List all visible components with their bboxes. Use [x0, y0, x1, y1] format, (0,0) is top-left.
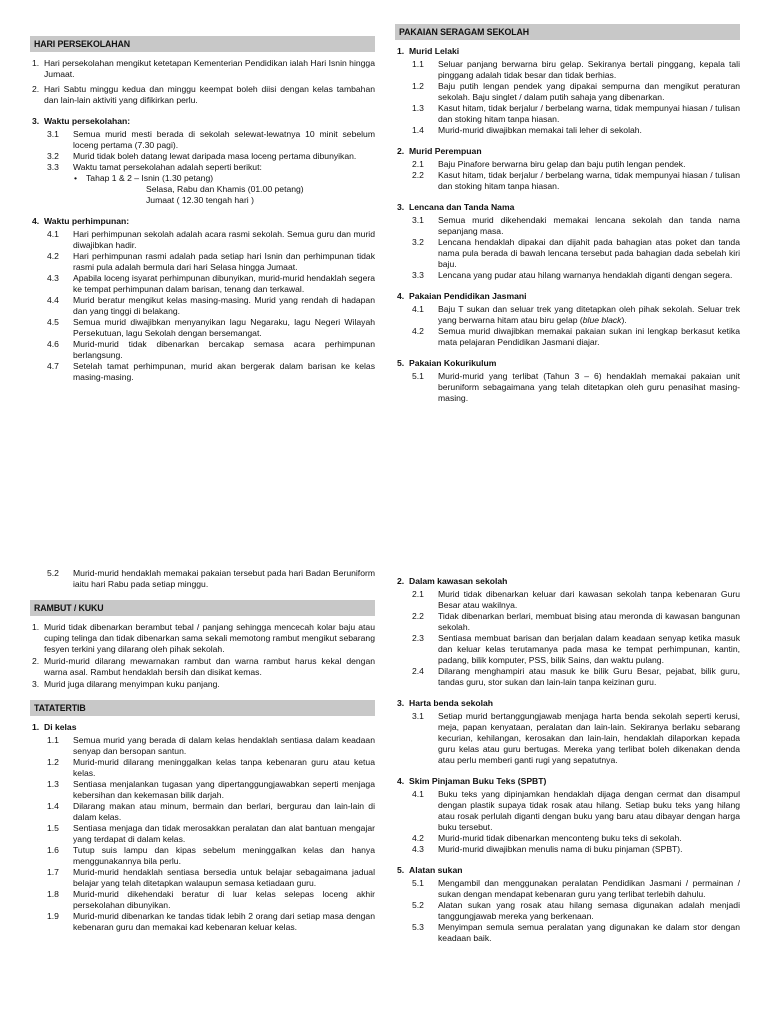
subsection-title: 1. Di kelas [32, 722, 77, 732]
list-item: 4.2 Hari perhimpunan rasmi adalah pada setiap hari Isnin dan perhimpunan tidak rasmi pula adalah bermula dari hari Selasa hingga Jumaat. [47, 251, 375, 272]
subsection-title: 4. Pakaian Pendidikan Jasmani [397, 291, 527, 301]
section-heading: RAMBUT / KUKU [30, 600, 375, 616]
list-item: 2.2 Kasut hitam, tidak berjalur / berbelang warna, tidak mempunyai hiasan / tulisan dan stoking hitam tanpa hiasan. [412, 170, 740, 191]
list-item: 4.4 Murid beratur mengikut kelas masing-masing. Murid yang rendah di hadapan dan yang tinggi di belakang. [47, 295, 375, 316]
list-item: 4.3 Apabila loceng isyarat perhimpunan dibunyikan, murid-murid hendaklah segera ke tempat perhimpunan dalam barisan, tenang dan terkawal. [47, 273, 375, 294]
subsection-title: 3. Lencana dan Tanda Nama [397, 202, 515, 212]
list-item: 4.1 Hari perhimpunan sekolah adalah acara rasmi sekolah. Semua guru dan murid diwajibkan hadir. [47, 229, 375, 250]
list-item: 1.6 Tutup suis lampu dan kipas sebelum meninggalkan kelas dan hanya menggunakannya bila perlu. [47, 845, 375, 866]
list-item: 1.9 Murid-murid dibenarkan ke tandas tidak lebih 2 orang dari setiap masa dengan kebenaran guru dan memakai kad kebenaran keluar kelas. [47, 911, 375, 932]
section-heading: TATATERTIB [30, 700, 375, 716]
list-item: 2.1 Murid tidak dibenarkan keluar dari kawasan sekolah tanpa kebenaran Guru Besar atau wakilnya. [412, 589, 740, 610]
list-item: 4.7 Setelah tamat perhimpunan, murid akan bergerak dalam barisan ke kelas masing-masing. [47, 361, 375, 382]
list-item: 4.1 Buku teks yang dipinjamkan hendaklah dijaga dengan cermat dan disampul dengan plastik supaya tidak rosak atau hilang. Setiap buku teks yang hilang atau rosak perlulah diganti dengan buku yang baru atau dibayar dengan harga buku tersebut. [412, 789, 740, 832]
subsection-title: 4. Skim Pinjaman Buku Teks (SPBT) [397, 776, 547, 786]
list-item: 5.1 Murid-murid yang terlibat (Tahun 3 – 6) hendaklah memakai pakaian unit beruniform sebagaimana yang telah ditetapkan oleh guru penasihat masing-masing. [412, 371, 740, 403]
list-item: 1.5 Sentiasa menjaga dan tidak merosakkan peralatan dan alat bantuan mengajar yang terdapat di dalam kelas. [47, 823, 375, 844]
subsection-title: 5. Alatan sukan [397, 865, 463, 875]
list-item: 3.3 Lencana yang pudar atau hilang warnanya hendaklah diganti dengan segera. [412, 270, 733, 280]
list-item: 3.2 Lencana hendaklah dipakai dan dijahit pada bahagian atas poket dan tanda nama pula berada di bawah lencana tersebut pada bahagian dada sebelah kiri baju. [412, 237, 740, 269]
list-item: 3.2 Murid tidak boleh datang lewat daripada masa loceng pertama dibunyikan. [47, 151, 357, 161]
list-item: 2.1 Baju Pinafore berwarna biru gelap dan baju putih lengan pendek. [412, 159, 686, 169]
subsection-title: 2. Dalam kawasan sekolah [397, 576, 508, 586]
list-item: 1.3 Sentiasa menjalankan tugasan yang dipertanggungjawabkan seperti menjaga kebersihan dan kekemasan bilik darjah. [47, 779, 375, 800]
list-item: 2.4 Dilarang menghampiri atau masuk ke bilik Guru Besar, pejabat, bilik guru, tandas guru, stor sukan dan lain-lain tanpa keizinan guru. [412, 666, 740, 687]
subsection-title: 4. Waktu perhimpunan: [32, 216, 130, 226]
kawasan-sekolah-section [395, 568, 740, 944]
list-item: 4.6 Murid-murid tidak dibenarkan bercakap semasa acara perhimpunan berlangsung. [47, 339, 375, 360]
list-item: 4.3 Murid-murid diwajibkan menulis nama di buku pinjaman (SPBT). [412, 844, 683, 854]
subsection-title: 2. Murid Perempuan [397, 146, 482, 156]
list-item: 1.1 Semua murid yang berada di dalam kelas hendaklah sentiasa dalam keadaan senyap dan bersopan santun. [47, 735, 375, 756]
paragraph: 1. Hari persekolahan mengikut ketetapan Kementerian Pendidikan ialah Hari Isnin hingga Jumaat. [32, 58, 375, 79]
section-heading: HARI PERSEKOLAHAN [30, 36, 375, 52]
list-item: 1.1 Seluar panjang berwarna biru gelap. Sekiranya bertali pinggang, kepala tali pinggang adalah tidak besar dan tidak berhias. [412, 59, 740, 80]
list-item: 3.1 Semua murid dikehendaki memakai lencana sekolah dan tanda nama sepanjang masa. [412, 215, 740, 236]
schedule-bullet: • Tahap 1 & 2 – Isnin (1.30 petang) [74, 173, 214, 183]
paragraph: 1. Murid tidak dibenarkan berambut tebal / panjang sehingga mencecah kolar baju atau cuping telinga dan tidak dibenarkan sama sekali memotong rambut mengikut sebarang fesyen terkini yang dilarang oleh pihak sekolah. [32, 622, 375, 654]
list-item: 3.1 Setiap murid bertanggungjawab menjaga harta benda sekolah seperti kerusi, meja, papan kenyataan, peralatan dan lain-lain. Sekiranya berlaku sebarang kecurian, kehilangan, kerosakan dan lain-lain, hendaklah dilaporkan kepada guru kelas atau guru bertugas. Mereka yang terlibat boleh dikenakan denda atau perlu memberi ganti rugi yang sepatutnya. [412, 711, 740, 765]
list-item: 1.4 Murid-murid diwajibkan memakai tali leher di sekolah. [412, 125, 642, 135]
section-heading: PAKAIAN SERAGAM SEKOLAH [395, 24, 740, 40]
schedule-line: Jumaat ( 12.30 tengah hari ) [146, 195, 254, 205]
list-item: 5.1 Mengambil dan menggunakan peralatan Pendidikan Jasmani / permainan / sukan dengan mendapat kebenaran guru yang terlibat terlebih dahulu. [412, 878, 740, 899]
list-item: 3.1 Semua murid mesti berada di sekolah selewat-lewatnya 10 minit sebelum loceng pertama (7.30 pagi). [47, 129, 375, 150]
subsection-title: 3. Waktu persekolahan: [32, 116, 131, 126]
list-item: 4.5 Semua murid diwajibkan menyanyikan lagu Negaraku, lagu Negeri Wilayah Persekutuan, lagu Sekolah dengan bersemangat. [47, 317, 375, 338]
paragraph: 2. Murid-murid dilarang mewarnakan rambut dan warna rambut harus kekal dengan warna asal. Rambut hendaklah bersih dan disikat kemas. [32, 656, 375, 677]
rambut-tatatertib-section [30, 568, 375, 933]
paragraph: 2. Hari Sabtu minggu kedua dan minggu keempat boleh diisi dengan kelas tambahan dan lain-lain aktiviti yang difikirkan perlu. [32, 84, 375, 105]
subsection-title: 3. Harta benda sekolah [397, 698, 494, 708]
list-item: 2.2 Tidak dibenarkan berlari, membuat bising atau meronda di kawasan bangunan sekolah. [412, 611, 740, 632]
subsection-title: 1. Murid Lelaki [397, 46, 460, 56]
list-item: 5.2 Alatan sukan yang rosak atau hilang semasa digunakan adalah menjadi tanggungjawab mereka yang berkenaan. [412, 900, 740, 921]
list-item: 1.4 Dilarang makan atau minum, bermain dan berlari, bergurau dan lain-lain di dalam kelas. [47, 801, 375, 822]
hari-persekolahan-section [30, 36, 375, 383]
list-item: 4.2 Semua murid diwajibkan memakai pakaian sukan ini lengkap berkasut ketika mata pelajaran Pendidikan Jasmani diajar. [412, 326, 740, 347]
list-item: 1.8 Murid-murid dikehendaki beratur di luar kelas selepas loceng akhir persekolahan dibunyikan. [47, 889, 375, 910]
list-item: 4.2 Murid-murid tidak dibenarkan menconteng buku teks di sekolah. [412, 833, 682, 843]
list-item: 1.3 Kasut hitam, tidak berjalur / berbelang warna, tidak mempunyai hiasan / tulisan dan stoking hitam tanpa hiasan. [412, 103, 740, 124]
pakaian-seragam-section [395, 24, 740, 404]
bullet-icon: • [74, 173, 78, 183]
list-item: 2.3 Sentiasa membuat barisan dan berjalan dalam keadaan senyap ketika masuk dan keluar kelas terutamanya pada masa ke tempat perhimpunan, kantin, padang, bilik komputer, PSS, bilik Sains, dan waktu pulang. [412, 633, 740, 665]
list-item: 5.2 Murid-murid hendaklah memakai pakaian tersebut pada hari Badan Beruniform iaitu hari Rabu pada setiap minggu. [47, 568, 375, 589]
list-item: 4.1 Baju T sukan dan seluar trek yang ditetapkan oleh pihak sekolah. Seluar trek yang berwarna hitam atau biru gelap (blue black). [412, 304, 740, 325]
subsection-title: 5. Pakaian Kokurikulum [397, 358, 497, 368]
list-item: 1.2 Murid-murid dilarang meninggalkan kelas tanpa kebenaran guru atau ketua kelas. [47, 757, 375, 778]
list-item: 3.3 Waktu tamat persekolahan adalah seperti berikut: [47, 162, 262, 172]
list-item: 1.7 Murid-murid hendaklah sentiasa bersedia untuk belajar sebagaimana jadual belajar yang telah ditetapkan walaupun semasa ketiadaan guru. [47, 867, 375, 888]
list-item: 1.2 Baju putih lengan pendek yang dipakai sempurna dan mengikut peraturan sekolah. Baju singlet / dalam putih sahaja yang dibenarkan. [412, 81, 740, 102]
list-item: 5.3 Menyimpan semula semua peralatan yang digunakan ke dalam stor dengan keadaan baik. [412, 922, 740, 943]
schedule-line: Selasa, Rabu dan Khamis (01.00 petang) [146, 184, 304, 194]
paragraph: 3. Murid juga dilarang menyimpan kuku panjang. [32, 679, 220, 689]
